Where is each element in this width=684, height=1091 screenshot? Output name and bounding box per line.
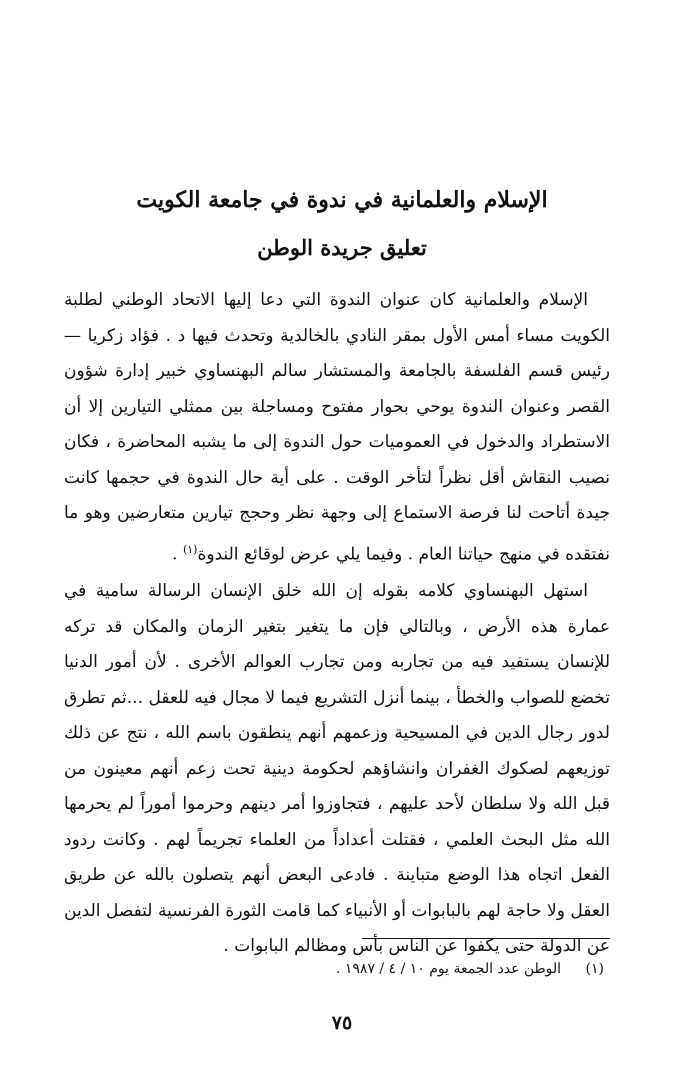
- paragraph-2: استهل البهنساوي كلامه بقوله إن الله خلق الإنسان الرسالة سامية في عمارة هذه الأرض ، وبالتالي فإن ما يتغير بتغير الزمان والمكان قد تركه للإنسان يستفيد فيه من تجاربه ومن تجارب العوالم الأخرى . لأن أمور الدنيا تخضع للصواب والخطأ ، بينما أنزل التشريع فيما لا مجال فيه للعقل ...ثم تطرق لدور رجال الدين في المسيحية وزعمهم أنهم ينطقون باسم الله ، نتج عن ذلك توزيعهم لصكوك الغفران وانشاؤهم لحكومة دينية تحت زعم أنهم معينون من قبل الله ولا سلطان لأحد عليهم ، فتجاوزوا أمر دينهم وحرموا أموراً لم يحرمها الله مثل البحث العلمي ، فقتلت أعداداً من العلماء تجريماً لهم . وكانت ردود الفعل اتجاه هذا الوضع متباينة . فادعى البعض أنهم يتصلون بالله عن طريق العقل ولا حاجة لهم بالبابوات أو الأنبياء كما قامت الثورة الفرنسية لتفصل الدين عن الدولة حتى يكفوا عن الناس بأس ومظالم البابوات .: [64, 581, 610, 956]
- paragraph-2-block: [64, 574, 610, 965]
- footnote-reference: (١): [182, 542, 198, 556]
- footnote-text: الوطن عدد الجمعة يوم ١٠ / ٤ / ١٩٨٧ .: [335, 961, 562, 977]
- footnote: [64, 957, 604, 981]
- paragraph-1: [64, 283, 610, 573]
- page-number: ٧٥: [331, 1012, 353, 1034]
- article-subtitle: تعليق جريدة الوطن: [257, 235, 427, 260]
- paragraph-1-block: [64, 283, 610, 573]
- paragraph-1-text: الإسلام والعلمانية كان عنوان الندوة التي دعا إليها الاتحاد الوطني لطلبة الكويت مساء أمس الأول بمقر النادي بالخالدية وتحدث فيها د . فؤاد زكريا — رئيس قسم الفلسفة بالجامعة والمستشار سالم البهنساوي خبير إدارة شؤون القصر وعنوان الندوة يوحي بحوار مفتوح ومساجلة بين ممثلي التيارين إلا أن الاستطراد والدخول في العموميات حول الندوة إلى ما يشبه المحاضرة ، فكان نصيب النقاش أقل نظراً لتأخر الوقت . على أية حال الندوة في حجمها كانت جيدة أتاحت لنا فرصة الاستماع إلى وجهة نظر وحجج تيارين متعارضين وهو ما نفتقده في منهج حياتنا العام . وفيما يلي عرض لوقائع الندوة: [64, 290, 610, 565]
- article-title: الإسلام والعلمانية في ندوة في جامعة الكويت: [136, 187, 548, 213]
- paragraph-1-end: .: [172, 544, 183, 565]
- footnote-number: (١): [585, 961, 604, 977]
- footnote-divider: [362, 938, 610, 939]
